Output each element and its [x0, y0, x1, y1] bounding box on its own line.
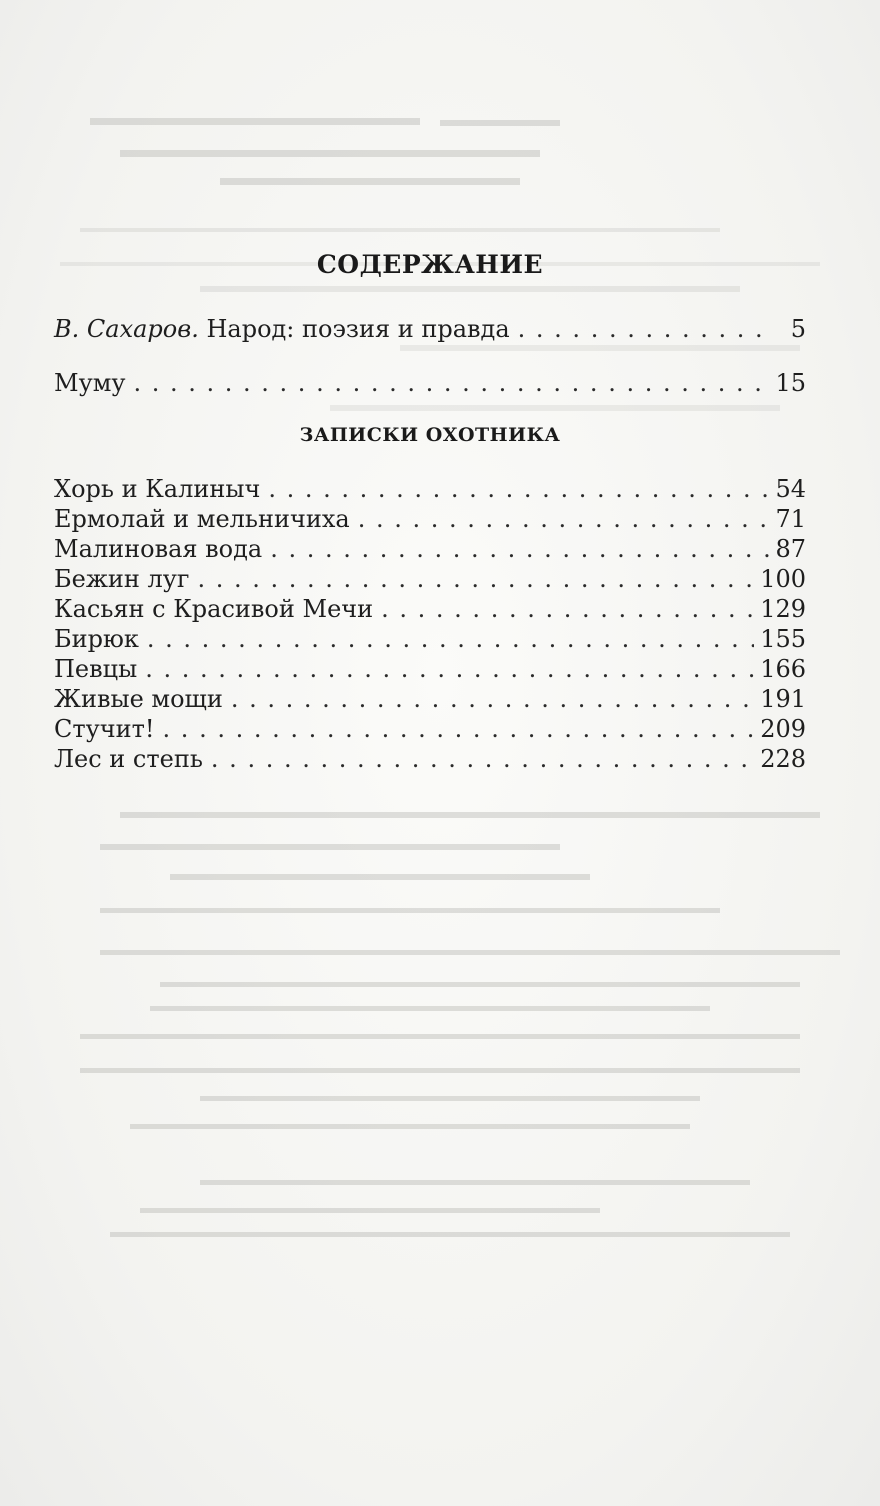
- toc-entry: [54, 714, 806, 744]
- toc-entry: [54, 594, 806, 624]
- toc-entry-title: Лес и степь: [54, 745, 203, 773]
- toc-entry-page: 100: [760, 565, 806, 593]
- toc-entry-title: Бежин луг: [54, 565, 190, 593]
- dot-leader: [163, 714, 755, 744]
- toc-entry-author: В. Сахаров.: [54, 315, 199, 343]
- toc-entry-page: 71: [775, 505, 806, 533]
- toc-entry: [54, 624, 806, 654]
- dot-leader: [381, 594, 754, 624]
- toc-entry: [54, 654, 806, 684]
- toc-entry: [54, 744, 806, 774]
- dot-leader: [145, 654, 754, 684]
- toc-entry-page: 5: [790, 315, 806, 343]
- toc-entry-title: Певцы: [54, 655, 138, 683]
- toc-entry-title: Живые мощи: [54, 685, 223, 713]
- toc-entry-title: Ермолай и мельничиха: [54, 505, 350, 533]
- toc-entry: [54, 534, 806, 564]
- dot-leader: [231, 684, 754, 714]
- toc-entry-page: 166: [760, 655, 806, 683]
- toc-entry-title: Муму: [54, 369, 126, 397]
- toc-entry-page: 15: [775, 369, 806, 397]
- toc-entry-page: 129: [760, 595, 806, 623]
- toc-entry-mumu: [54, 368, 806, 398]
- toc-entry-title: Стучит!: [54, 715, 155, 743]
- toc-entry: [54, 684, 806, 714]
- toc-entry-page: 155: [760, 625, 806, 653]
- toc-entry-title: Касьян с Красивой Мечи: [54, 595, 374, 623]
- toc-entry: [54, 474, 806, 504]
- toc-entry-title: В. Сахаров. Народ: поэзия и правда: [54, 315, 510, 343]
- dot-leader: [358, 504, 770, 534]
- dot-leader: [147, 624, 754, 654]
- contents-heading: СОДЕРЖАНИЕ: [316, 250, 544, 279]
- dot-leader: [268, 474, 769, 504]
- toc-entry-title: Малиновая вода: [54, 535, 263, 563]
- dot-leader: [518, 314, 770, 344]
- toc-entry-page: 87: [775, 535, 806, 563]
- dot-leader: [133, 368, 769, 398]
- dot-leader: [197, 564, 754, 594]
- dot-leader: [211, 744, 754, 774]
- toc-entry: [54, 564, 806, 594]
- toc-entry-sakharov: [54, 314, 806, 344]
- toc-entry-page: 228: [760, 745, 806, 773]
- dot-leader: [270, 534, 769, 564]
- toc-entry-page: 191: [760, 685, 806, 713]
- toc-entry-page: 209: [760, 715, 806, 743]
- toc-entry-title: Хорь и Калиныч: [54, 475, 261, 503]
- section-heading: ЗАПИСКИ ОХОТНИКА: [299, 424, 561, 446]
- toc-entry-page: 54: [775, 475, 806, 503]
- toc-entry: [54, 504, 806, 534]
- toc-entry-title: Бирюк: [54, 625, 139, 653]
